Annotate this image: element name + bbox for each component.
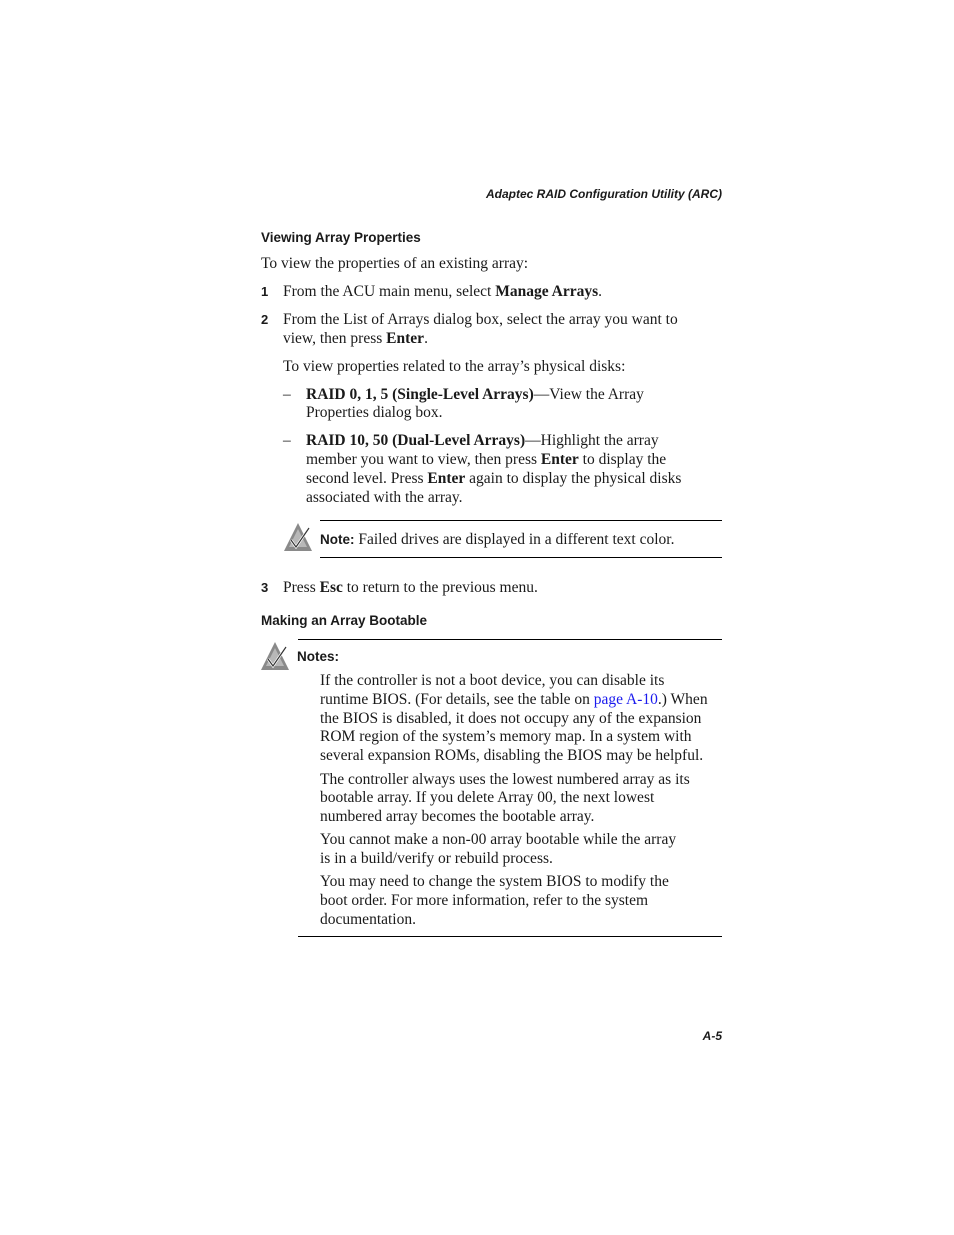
- notes-p1-line-2: runtime BIOS. (For details, see the table on page A-10.) When: [320, 691, 708, 708]
- running-header: Adaptec RAID Configuration Utility (ARC): [486, 187, 722, 201]
- notes-p4-line-2: boot order. For more information, refer to the system: [320, 892, 649, 909]
- bullet-2-line-4: associated with the array.: [306, 489, 463, 506]
- notes-p1-line-3: the BIOS is disabled, it does not occupy any of the expansion: [320, 710, 702, 727]
- section-heading-viewing-array-properties: Viewing Array Properties: [261, 230, 421, 245]
- bullet-1-line-2: Properties dialog box.: [306, 404, 443, 421]
- note-check-icon: [283, 522, 313, 552]
- notes-p2-line-1: The controller always uses the lowest numbered array as its: [320, 771, 690, 788]
- notes-label: Notes:: [297, 649, 340, 664]
- note-bottom-rule: [320, 557, 722, 558]
- bullet-2-line-1: RAID 10, 50 (Dual-Level Arrays)—Highlight the array: [306, 432, 659, 449]
- bullet-dash: –: [283, 432, 291, 449]
- step-1-text: From the ACU main menu, select Manage Arrays.: [283, 283, 602, 300]
- page-number: A-5: [702, 1029, 722, 1043]
- notes-p2-line-2: bootable array. If you delete Array 00, the next lowest: [320, 789, 655, 806]
- step-2-line-2: view, then press Enter.: [283, 330, 428, 347]
- notes-p2-line-3: numbered array becomes the bootable array.: [320, 808, 595, 825]
- notes-p1-line-5: several expansion ROMs, disabling the BIOS may be helpful.: [320, 747, 704, 764]
- notes-p3-line-2: is in a build/verify or rebuild process.: [320, 850, 553, 867]
- bullet-2-line-2: member you want to view, then press Enter to display the: [306, 451, 667, 468]
- bullet-2-line-3: second level. Press Enter again to display the physical disks: [306, 470, 682, 487]
- notes-p3-line-1: You cannot make a non-00 array bootable while the array: [320, 831, 677, 848]
- step-3-text: Press Esc to return to the previous menu.: [283, 579, 538, 596]
- note-text: Note: Failed drives are displayed in a different text color.: [320, 531, 675, 548]
- notes-p4-line-1: You may need to change the system BIOS to modify the: [320, 873, 669, 890]
- page-a10-link[interactable]: page A-10: [593, 691, 658, 708]
- notes-p4-line-3: documentation.: [320, 911, 416, 928]
- sub-intro-text: To view properties related to the array’s physical disks:: [283, 358, 626, 375]
- bullet-1-line-1: RAID 0, 1, 5 (Single-Level Arrays)—View the Array: [306, 386, 644, 403]
- section-heading-making-array-bootable: Making an Array Bootable: [261, 613, 428, 628]
- step-2-line-1: From the List of Arrays dialog box, select the array you want to: [283, 311, 678, 328]
- notes-p1-line-4: ROM region of the system’s memory map. In a system with: [320, 728, 692, 745]
- intro-text: To view the properties of an existing array:: [261, 255, 529, 272]
- note-top-rule: [320, 520, 722, 521]
- bullet-dash: –: [283, 386, 291, 403]
- notes-bottom-rule: [298, 936, 722, 937]
- step-number-1: 1: [261, 284, 269, 299]
- notes-p1-line-1: If the controller is not a boot device, you can disable its: [320, 672, 665, 689]
- note-check-icon: [260, 641, 290, 671]
- step-number-2: 2: [261, 312, 269, 327]
- notes-top-rule: [298, 639, 722, 640]
- step-number-3: 3: [261, 580, 269, 595]
